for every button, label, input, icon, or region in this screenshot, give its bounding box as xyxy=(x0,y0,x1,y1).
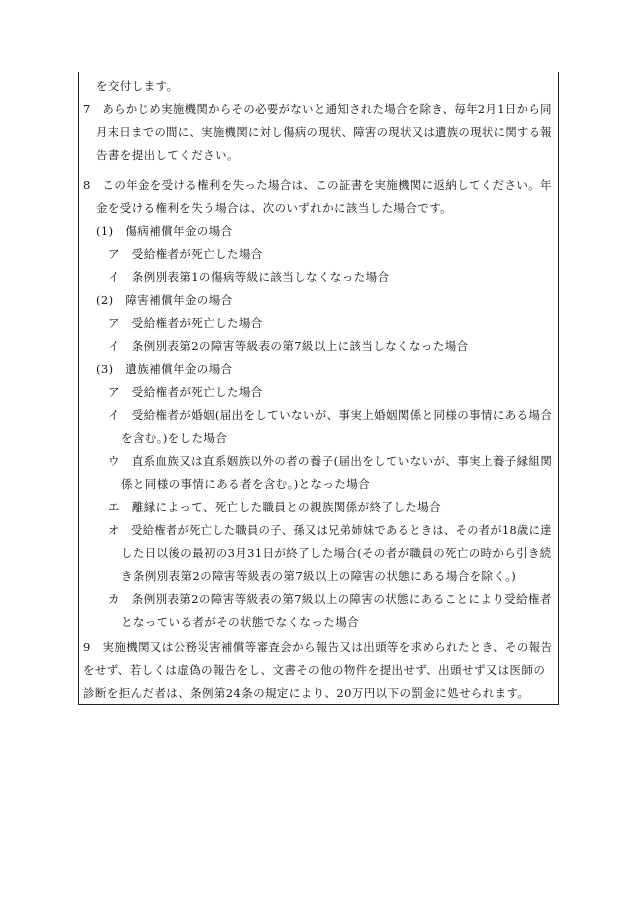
text-line: した日以後の最初の3月31日が終了した場合(その者が職員の死亡の時から引き続 xyxy=(121,546,552,560)
text-line: (3) 遺族補償年金の場合 xyxy=(96,362,233,376)
text-line: 告書を提出してください。 xyxy=(96,148,239,162)
text-line: エ 離縁によって、死亡した職員との親族関係が終了した場合 xyxy=(108,500,441,514)
text-line: を含む。)をした場合 xyxy=(121,431,228,445)
text-line: オ 受給権者が死亡した職員の子、孫又は兄弟姉妹であるときは、その者が18歳に達 xyxy=(108,523,552,537)
text-line: 8 この年金を受ける権利を失った場合は、この証書を実施機関に返納してください。年 xyxy=(83,178,552,192)
text-line: を交付します。 xyxy=(96,79,179,93)
text-line: イ 受給権者が婚姻(届出をしていないが、事実上婚姻関係と同様の事情にある場合 xyxy=(108,408,553,422)
text-line: ア 受給権者が死亡した場合 xyxy=(108,247,263,261)
text-line: (2) 障害補償年金の場合 xyxy=(96,293,233,307)
text-line: をせず、若しくは虚偽の報告をし、文書その他の物件を提出せず、出頭せず又は医師の xyxy=(83,663,546,677)
text-line: カ 条例別表第2の障害等級表の第7級以上の障害の状態にあることにより受給権者 xyxy=(108,592,552,606)
text-line: ア 受給権者が死亡した場合 xyxy=(108,385,263,399)
text-line: (1) 傷病補償年金の場合 xyxy=(96,224,233,238)
text-line: 7 あらかじめ実施機関からその必要がないと通知された場合を除き、毎年2月1日から同 xyxy=(83,102,552,116)
text-line: イ 条例別表第2の障害等級表の第7級以上に該当しなくなった場合 xyxy=(108,339,469,353)
text-line: 月末日までの間に、実施機関に対し傷病の現状、障害の現状又は遺族の現状に関する報 xyxy=(96,125,553,139)
text-line: ア 受給権者が死亡した場合 xyxy=(108,316,263,330)
text-line: となっている者がその状態でなくなった場合 xyxy=(121,615,359,629)
text-line: ウ 直系血族又は直系姻族以外の者の養子(届出をしていないが、事実上養子縁組関 xyxy=(108,454,553,468)
text-line: 金を受ける権利を失う場合は、次のいずれかに該当した場合です。 xyxy=(96,201,453,215)
text-line: 9 実施機関又は公務災害補償等審査会から報告又は出頭等を求められたとき、その報告 xyxy=(83,640,553,654)
text-line: き条例別表第2の障害等級表の第7級以上の障害の状態にある場合を除く。) xyxy=(121,569,517,583)
text-line: 診断を拒んだ者は、条例第24条の規定により、20万円以下の罰金に処せられます。 xyxy=(83,686,530,700)
text-line: イ 条例別表第1の傷病等級に該当しなくなった場合 xyxy=(108,270,390,284)
text-line: 係と同様の事情にある者を含む。)となった場合 xyxy=(121,477,371,491)
